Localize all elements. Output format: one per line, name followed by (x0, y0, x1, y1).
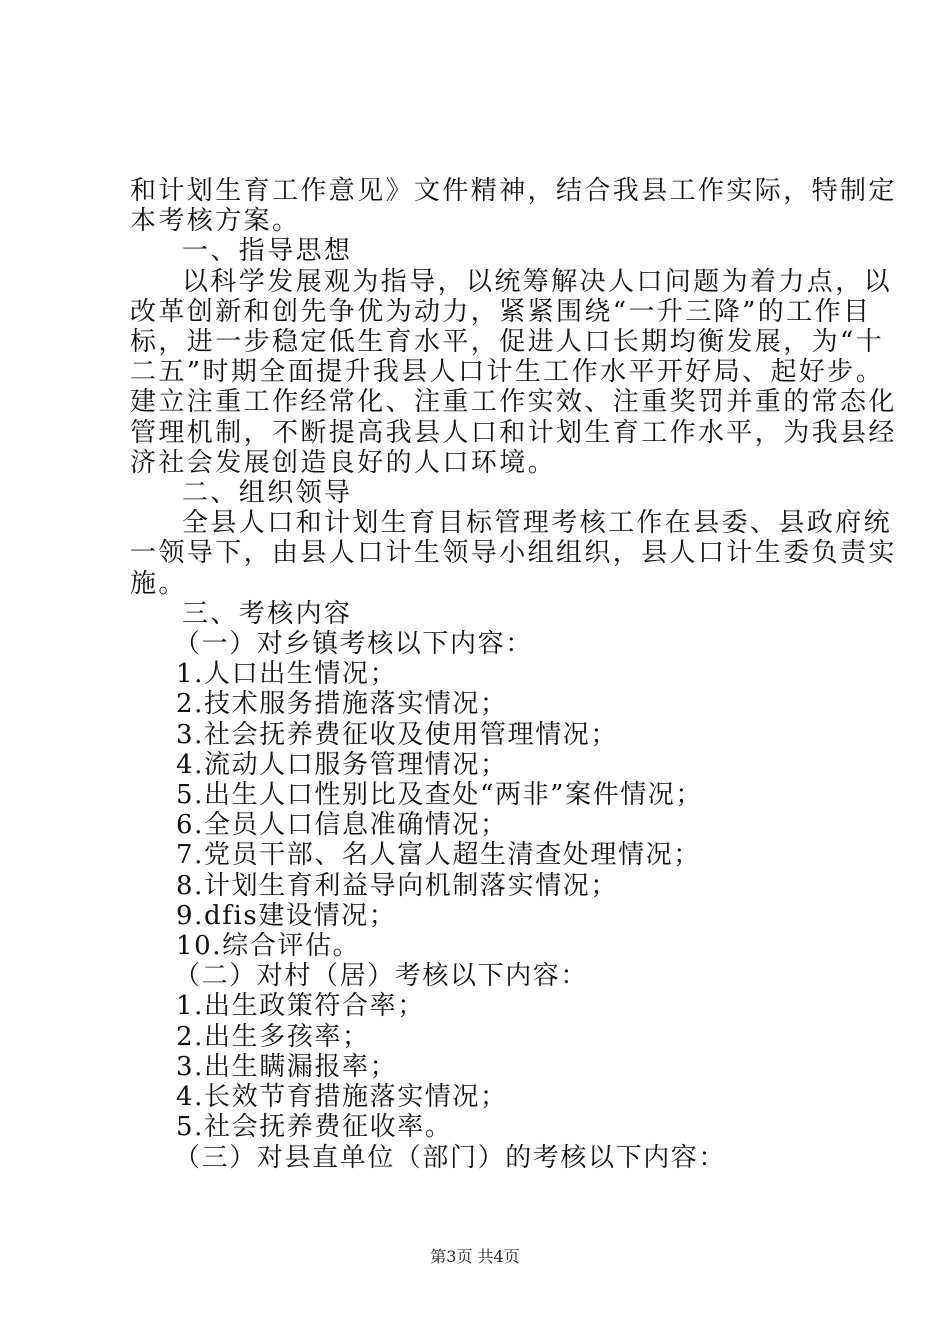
list-item: 10.综合评估。 (176, 931, 361, 962)
page-number-footer: 第3页 共4页 (430, 1247, 520, 1266)
body-line: 以科学发展观为指导，以统筹解决人口问题为着力点，以 (182, 266, 893, 297)
body-line: 和计划生育工作意见》文件精神，结合我县工作实际，特制定 (130, 176, 897, 206)
list-item: 2.技术服务措施落实情况； (176, 689, 508, 720)
body-line: 建立注重工作经常化、注重工作实效、注重奖罚并重的常态化 (130, 387, 897, 418)
body-line: 改革创新和创先争优为动力，紧紧围绕“一升三降”的工作目 (130, 296, 872, 327)
list-item: 8.计划生育利益导向机制落实情况； (176, 870, 619, 901)
list-item: 7.党员干部、名人富人超生清查处理情况； (176, 840, 701, 871)
list-item: 1.人口出生情况； (176, 659, 398, 690)
list-item: 9.dfis建设情况； (176, 900, 397, 931)
section-heading: 二、组织领导 (182, 478, 353, 509)
list-item: 5.出生人口性别比及查处“两非”案件情况； (176, 780, 703, 811)
body-line: 管理机制，不断提高我县人口和计划生育工作水平，为我县经 (130, 417, 897, 448)
document-body (130, 176, 897, 1173)
list-item: 3.出生瞒漏报率； (176, 1051, 398, 1082)
list-item: 5.社会抚养费征收率。 (176, 1112, 453, 1143)
list-item: 6.全员人口信息准确情况； (176, 810, 508, 841)
section-heading: 一、指导思想 (182, 236, 353, 267)
list-item: 4.长效节育措施落实情况； (176, 1082, 508, 1113)
body-line: 全县人口和计划生育目标管理考核工作在县委、县政府统 (182, 508, 893, 539)
subsection-heading: （三）对县直单位（部门）的考核以下内容： (174, 1142, 727, 1173)
subsection-heading: （一）对乡镇考核以下内容： (174, 629, 533, 660)
list-item: 3.社会抚养费征收及使用管理情况； (176, 719, 619, 750)
section-heading: 三、考核内容 (182, 598, 353, 629)
body-line: 施。 (130, 568, 187, 599)
body-line: 标，进一步稳定低生育水平，促进人口长期均衡发展，为“十 (130, 327, 885, 358)
subsection-heading: （二）对村（居）考核以下内容： (174, 961, 589, 992)
body-line: 二五”时期全面提升我县人口计生工作水平开好局、起好步。 (130, 357, 885, 388)
body-line: 一领导下，由县人口计生领导小组组织，县人口计生委负责实 (130, 538, 897, 569)
body-line: 本考核方案。 (130, 206, 301, 237)
list-item: 2.出生多孩率； (176, 1021, 370, 1052)
list-item: 1.出生政策符合率； (176, 991, 425, 1022)
body-line: 济社会发展创造良好的人口环境。 (130, 447, 557, 478)
list-item: 4.流动人口服务管理情况； (176, 749, 508, 780)
